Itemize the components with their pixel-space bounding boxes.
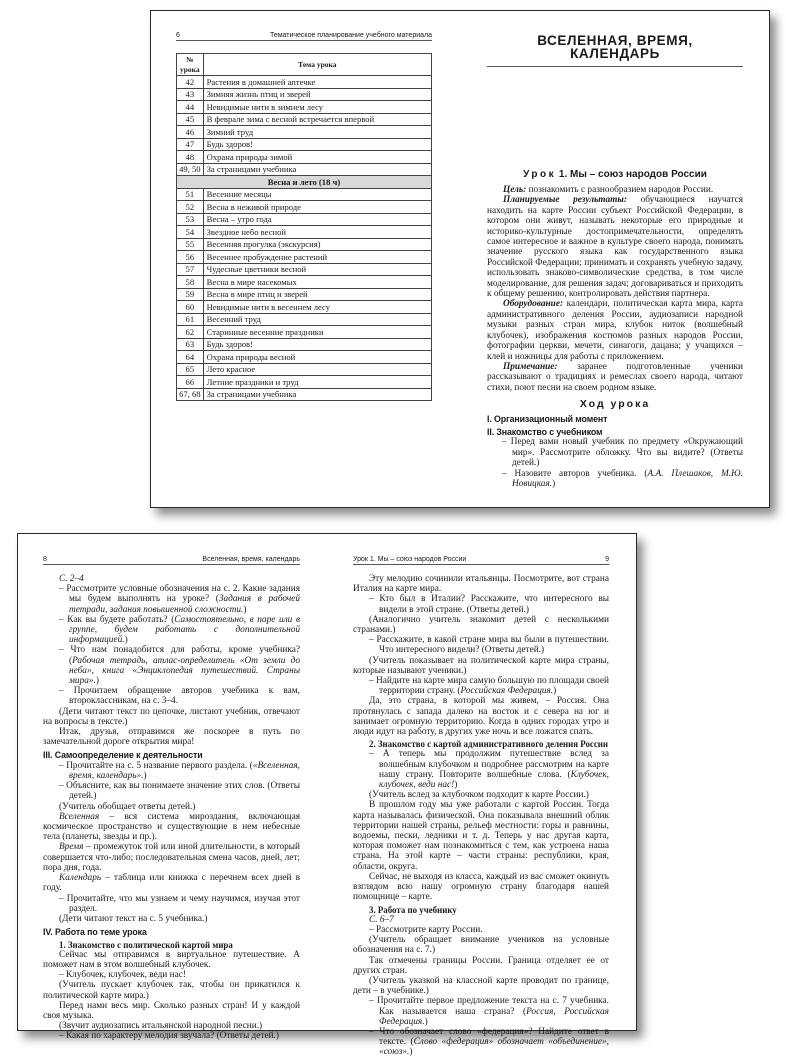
lesson-number: 58: [177, 276, 204, 289]
column-header-number: № урока: [177, 54, 204, 76]
lesson-topic: Будь здоров!: [203, 338, 431, 351]
text: (Учитель пускает клубочек так, чтобы он прикатился к политической карте мира.): [43, 980, 300, 1001]
table-row: [177, 138, 432, 151]
text: (Аналогично учитель знакомит детей с несколькими странами.): [353, 614, 609, 636]
lesson-topic: Невидимые нити в весеннем лесу: [203, 301, 431, 314]
dialogue-item: [43, 761, 300, 781]
lesson-topic: Зимняя жизнь птиц и зверей: [203, 88, 431, 101]
dialogue-item: [353, 676, 609, 696]
lesson-topic: Растения в домашней аптечке: [203, 76, 431, 89]
lesson-number: 55: [177, 238, 204, 251]
emphasis-text: Россия, Российская Федерация.: [379, 1006, 609, 1027]
text: Перед нами весь мир. Сколько разных стран! И у каждой своя музыка.: [43, 1000, 300, 1021]
table-row: [177, 388, 432, 401]
lesson-number: 45: [177, 113, 204, 126]
text: – Прочитаем обращение авторов учебника к вам, второклассникам, на с. 3–4.: [59, 686, 300, 707]
emphasis-text: Самостоятельно, в паре или в группе, будем работать с дополнительной информацией.: [69, 614, 300, 646]
emphasis-text: Российская Федерация.: [460, 686, 554, 697]
lesson-topic: Старинные весенние праздники: [203, 326, 431, 339]
page-number: 6: [176, 32, 180, 39]
paragraph: [43, 950, 300, 970]
running-head-page-6: [176, 30, 432, 41]
running-head-text: Урок 1. Мы – союз народов России: [353, 556, 467, 563]
paragraph: [353, 872, 609, 903]
lesson-topic: За страницами учебника: [203, 388, 431, 401]
emphasis-text: Примечание:: [503, 361, 558, 372]
lesson-number: 60: [177, 301, 204, 314]
lesson-topic: Охрана природы зимой: [203, 151, 431, 164]
text: ): [552, 478, 556, 489]
lesson-word: Урок: [523, 169, 557, 180]
lesson-topic: Весенний труд: [203, 313, 431, 326]
text: Да, это страна, в которой мы живем, – Россия. Она протянулась с запада далеко на восток и с севера на юг и занимает огромную территорию. Когда в одних городах утро и люди идут на работу, в других уже ночь и все ложатся спать.: [353, 696, 609, 738]
text: (Учитель вслед за клубочком подходит к карте России.): [369, 790, 589, 801]
text: В прошлом году мы уже работали с картой России. Тогда карта называлась физической. Она показывала внешний облик территории нашей страны, рельеф местности: горы и равнины, водоемы, пески, ледники и т. д. Теперь у нас другая карта, которая поможет нам познакомиться с тем, как устроена наша страна. На этой карте – части страны: республики, края, области, округа.: [353, 800, 609, 872]
page-8-text: [43, 574, 300, 1042]
text: – Перед вами новый учебник по предмету «Окружающий мир». Рассмотрите обложку. Что вы видите? (Ответы детей.): [502, 437, 743, 469]
dialogue-item: [43, 686, 300, 706]
dialogue-item: [353, 996, 609, 1027]
lesson-number: 44: [177, 101, 204, 114]
text: С. 2–4: [59, 574, 84, 584]
dialogue-item: [353, 1027, 609, 1058]
text: познакомить с разнообразием народов России.: [526, 185, 714, 195]
lesson-number: 67, 68: [177, 388, 204, 401]
text: 3. Работа по учебнику: [369, 904, 457, 915]
centered-heading: [487, 399, 743, 409]
table-row: [177, 101, 432, 114]
table-row: [177, 151, 432, 164]
dialogue-item: [353, 925, 609, 935]
running-head-text: Тематическое планирование учебного материала: [269, 32, 432, 39]
lesson-number: 53: [177, 213, 204, 226]
text: ): [553, 686, 557, 697]
subsection-heading: [353, 739, 609, 749]
page-reference: [353, 915, 609, 925]
lesson-number: 61: [177, 313, 204, 326]
lesson-number: 66: [177, 376, 204, 389]
text: (Дети читают текст по цепочке, листают учебник, отвечают на вопросы в тексте.): [43, 706, 300, 727]
lesson-number: 56: [177, 251, 204, 264]
page-number: 9: [605, 556, 609, 563]
running-head-page-9: [353, 554, 609, 565]
paragraph: [487, 195, 743, 299]
dialogue-item: [43, 970, 300, 980]
chapter-title-line: ВСЕЛЕННАЯ, ВРЕМЯ,: [537, 33, 693, 48]
text: – Прочитайте на с. 5 название первого раздела. (: [59, 760, 253, 771]
emphasis-text: «Вселенная, время, календарь».: [69, 760, 300, 782]
emphasis-text: Время: [59, 842, 84, 853]
text: ): [243, 604, 247, 615]
text: – Прочитайте, что мы узнаем и чему научимся, изучая этот раздел.: [59, 893, 300, 914]
text: (Учитель указкой на классной карте проводит по границе, дети – в учебнике.): [353, 975, 609, 997]
text: заранее подготовленные ученики рассказывают о традициях и ремеслах своего народа, читают стихи, поют песни на своем родном языке.: [487, 361, 743, 393]
table-row: [177, 263, 432, 276]
lesson-title: [487, 169, 743, 180]
table-row: [177, 201, 432, 214]
paragraph: [43, 980, 300, 1000]
text: ): [143, 771, 147, 782]
text: С. 6–7: [369, 914, 394, 925]
table-row: [177, 288, 432, 301]
table-row: [177, 163, 432, 176]
section-heading: [43, 927, 300, 937]
lesson-topic: Весна в мире птиц и зверей: [203, 288, 431, 301]
table-row: [177, 238, 432, 251]
paragraph: [43, 1021, 300, 1031]
paragraph: [43, 812, 300, 843]
dialogue-item: [43, 645, 300, 686]
text: – Найдите на карте мира самую большую по площади своей территории страну. (: [369, 676, 609, 697]
table-row: [177, 251, 432, 264]
dialogue-item: [353, 635, 609, 655]
text: – таблица или книжка с перечнем всех дней в году.: [43, 873, 300, 894]
text: III. Самоопределение к деятельности: [43, 750, 203, 761]
text: календари, политическая карта мира, карта административного деления России, аудиозаписи народной музыки разных стран мира, клубок ниток (волшебный клубочек), изображения костюмов разных народов России, фотографии церкви, мечети, синагоги, дацана; у учащихся – клей и ножницы для работы с приложением.: [487, 299, 743, 362]
lesson-topic: Лето красное: [203, 363, 431, 376]
paragraph: [43, 1001, 300, 1021]
table-row: [177, 226, 432, 239]
paragraph: [43, 707, 300, 727]
page-9-text: [353, 574, 609, 1058]
dialogue-item: [353, 749, 609, 790]
lesson-topic: Весна в мире насекомых: [203, 276, 431, 289]
lesson-number: 54: [177, 226, 204, 239]
lesson-topic: Невидимые нити в зимнем лесу: [203, 101, 431, 114]
text: – Рассмотрите условные обозначения на с. 2. Какие задания мы будем выполнять на уроке? (: [59, 584, 300, 605]
lesson-topic: Весеннее пробуждение растений: [203, 251, 431, 264]
text: – Расскажите, в какой стране мира вы были в путешествии. Что интересного видели? (Ответы детей.): [369, 635, 609, 656]
chapter-title-line: КАЛЕНДАРЬ: [570, 46, 660, 61]
section-heading: [487, 414, 743, 424]
lesson-intro-text: [487, 185, 743, 489]
dialogue-item: [43, 781, 300, 801]
emphasis-text: Цель:: [503, 185, 527, 195]
text: ): [124, 635, 128, 646]
paragraph: [353, 574, 609, 594]
table-row: [177, 338, 432, 351]
dialogue-item: [43, 584, 300, 615]
lesson-number: 65: [177, 363, 204, 376]
table-row: [177, 326, 432, 339]
text: обучающиеся научатся находить на карте России субъект Российской Федерации, в котором они живут, называть некоторые его природные и историко-культурные достопримечательности, определять самое интересное и важное в культуре своего народа, понимать значение русского языка как государственного языка Российской Федерации; принимать и сохранять учебную задачу, использовать знаково-символические средства, в том числе моделирование, для решения задач; договариваться и приходить к общему решению, контролировать действия партнера.: [487, 195, 743, 300]
table-row: [177, 376, 432, 389]
text: (Звучит аудиозапись итальянской народной песни.): [59, 1021, 263, 1032]
paragraph: [353, 935, 609, 955]
lesson-topic: Чудесные цветники весной: [203, 263, 431, 276]
lesson-number: 57: [177, 263, 204, 276]
text: Сейчас, не выходя из класса, каждый из вас сможет окинуть взглядом всю нашу огромную страну благодаря нашей помощнице – карте.: [353, 871, 609, 903]
subsection-heading: [43, 940, 300, 950]
text: Эту мелодию сочинили итальянцы. Посмотрите, вот страна Италия на карте мира.: [353, 574, 609, 595]
lesson-topic: В феврале зима с весной встречается впервой: [203, 113, 431, 126]
text: (Дети читают текст на с. 5 учебника.): [59, 913, 208, 924]
dialogue-item: [487, 437, 743, 468]
text: I. Организационный момент: [487, 413, 608, 424]
lesson-number: 49, 50: [177, 163, 204, 176]
lesson-number: 63: [177, 338, 204, 351]
chapter-title: [487, 34, 743, 67]
text: – Как вы будете работать? (: [59, 614, 175, 625]
text: – Рассмотрите карту России.: [369, 924, 483, 935]
emphasis-text: Задания в рабочей тетради, задания повышенной сложности.: [69, 594, 300, 615]
running-head-text: Вселенная, время, календарь: [202, 556, 300, 563]
text: ): [454, 780, 458, 791]
lesson-topic: Весна в неживой природе: [203, 201, 431, 214]
text: IV. Работа по теме урока: [43, 927, 147, 938]
lesson-number: 48: [177, 151, 204, 164]
paragraph: [487, 362, 743, 393]
paragraph: [353, 696, 609, 737]
paragraph: [353, 800, 609, 871]
text: – А теперь мы продолжим путешествие вслед за волшебным клубочком и подробнее рассмотрим на карте нашу страну. Повторите волшебные слова. (: [369, 749, 609, 780]
running-head-page-8: [43, 554, 300, 565]
paragraph: [43, 914, 300, 924]
dialogue-item: [43, 615, 300, 646]
text: – вся система мироздания, включающая космическое пространство и существующие в нем небесные тела (планеты, звезды и пр.).: [43, 811, 300, 843]
paragraph: [43, 802, 300, 812]
text: – Что нам понадобится для работы, кроме учебника? (: [59, 645, 300, 666]
text: – Кто был в Италии? Расскажите, что интересного вы видели в этой стране. (Ответы детей.): [369, 594, 609, 615]
dialogue-item: [43, 1031, 300, 1041]
dialogue-item: [487, 469, 743, 490]
table-row: [177, 76, 432, 89]
table-row: [177, 213, 432, 226]
lesson-topic: Звездное небо весной: [203, 226, 431, 239]
table-row: [177, 363, 432, 376]
lesson-plan-table: [176, 53, 432, 401]
text: (Учитель обращает внимание учеников на условные обозначения на с. 7.): [353, 935, 609, 956]
table-row: [177, 351, 432, 364]
section-label: Весна и лето (18 ч): [177, 176, 432, 189]
table-row: [177, 126, 432, 139]
text: Ход урока: [579, 398, 651, 411]
table-row: [177, 313, 432, 326]
emphasis-text: Вселенная: [59, 811, 100, 822]
text: II. Знакомство с учебником: [487, 426, 603, 437]
table-row: [177, 276, 432, 289]
emphasis-text: Планируемые результаты:: [503, 195, 627, 206]
paragraph: [353, 790, 609, 800]
table-row: [177, 88, 432, 101]
table-row: [177, 188, 432, 201]
text: 1. Знакомство с политической картой мира: [59, 939, 233, 950]
text: – Какая по характеру мелодия звучала? (Ответы детей.): [59, 1031, 279, 1042]
lesson-number: 62: [177, 326, 204, 339]
lesson-number: 52: [177, 201, 204, 214]
lesson-topic: Весна – утро года: [203, 213, 431, 226]
lesson-number: 47: [177, 138, 204, 151]
lesson-topic: Будь здоров!: [203, 138, 431, 151]
paragraph: [43, 727, 300, 747]
emphasis-text: Оборудование:: [503, 299, 564, 310]
emphasis-text: Клубочек, клубочек, веди нас!: [379, 769, 609, 791]
text: Итак, друзья, отправимся же поскорее в путь по замечательной дороге открытия мира!: [43, 727, 300, 748]
lesson-number: 46: [177, 126, 204, 139]
text: (Учитель показывает на политической карте мира страны, которые называют ученики.): [353, 655, 609, 676]
text: ): [95, 676, 99, 687]
text: – Клубочек, клубочек, веди нас!: [59, 970, 186, 981]
subsection-heading: [353, 905, 609, 915]
dialogue-item: [353, 594, 609, 614]
paragraph: [43, 842, 300, 873]
lesson-number: 51: [177, 188, 204, 201]
paragraph: [487, 185, 743, 195]
paragraph: [43, 873, 300, 893]
column-header-topic: Тема урока: [203, 54, 431, 76]
text: Сейчас мы отправимся в виртуальное путешествие. А поможет нам в этом волшебный клубочек.: [43, 949, 300, 970]
emphasis-text: Слово «федерация» обозначает «объединение», «союз».: [379, 1037, 609, 1058]
paragraph: [353, 976, 609, 996]
text: Так отмечены границы России. Граница отделяет ее от других стран.: [353, 955, 609, 976]
emphasis-text: Рабочая тетрадь, атлас-определитель «От земли до неба», книга «Энциклопедия путешествий. Страны мира».: [69, 655, 300, 687]
dialogue-item: [43, 894, 300, 914]
table-section-row: [177, 176, 432, 189]
text: – Назовите авторов учебника. (: [502, 468, 648, 479]
paragraph: [353, 956, 609, 976]
text: (Учитель обобщает ответы детей.): [59, 801, 196, 812]
lesson-number: 59: [177, 288, 204, 301]
section-heading: [487, 427, 743, 437]
lesson-topic: Зимний труд: [203, 126, 431, 139]
lesson-number: 64: [177, 351, 204, 364]
text: – Прочитайте первое предложение текста на с. 7 учебника. Как называется наша страна? (: [369, 996, 609, 1017]
page-number: 8: [43, 556, 47, 563]
paragraph: [353, 656, 609, 676]
lesson-topic: Весенние месяцы: [203, 188, 431, 201]
lesson-number: 43: [177, 88, 204, 101]
lesson-topic: Летние праздники и труд: [203, 376, 431, 389]
lesson-topic: Охрана природы весной: [203, 351, 431, 364]
emphasis-text: Календарь: [59, 873, 102, 884]
section-heading: [43, 750, 300, 760]
emphasis-text: А.А. Плешаков, М.Ю. Новицкая.: [512, 468, 743, 489]
paragraph: [487, 299, 743, 361]
page-reference: [43, 574, 300, 584]
table-row: [177, 301, 432, 314]
text: 2. Знакомство с картой административного деления России: [369, 739, 608, 750]
text: ): [424, 1016, 428, 1027]
lesson-topic: За страницами учебника: [203, 163, 431, 176]
lesson-topic: Весенняя прогулка (экскурсия): [203, 238, 431, 251]
lesson-number: 42: [177, 76, 204, 89]
lesson-title-text: 1. Мы – союз народов России: [556, 169, 707, 180]
text: ): [409, 1047, 413, 1058]
text: – промежуток той или иной длительности, в который совершается что-либо; последовательная смена часов, дней, лет; пора дня, года.: [43, 842, 300, 873]
text: – Объясните, как вы понимаете значение этих слов. (Ответы детей.): [59, 781, 300, 802]
table-row: [177, 113, 432, 126]
paragraph: [353, 615, 609, 635]
text: – Что обозначает слово «федерация»? Найдите ответ в тексте. (: [369, 1026, 609, 1048]
